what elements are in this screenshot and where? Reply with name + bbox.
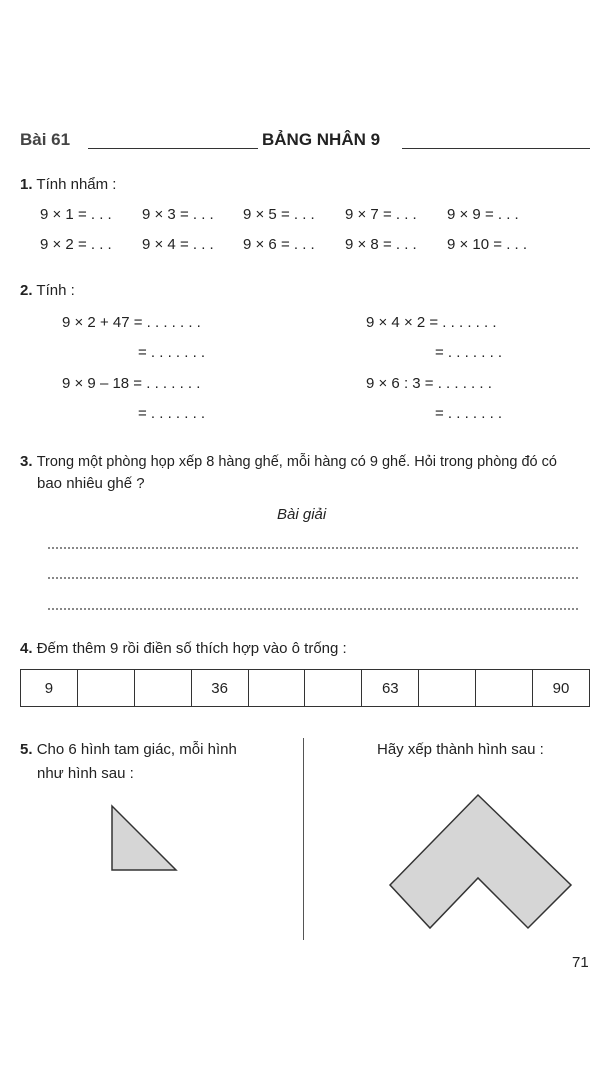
exercise-3-line1	[20, 453, 557, 470]
ex2-left-line1: 9 × 2 + 47 = . . . . . . .	[62, 314, 201, 331]
exercise-2-title: Tính :	[36, 282, 75, 299]
count-cell-4: 36	[191, 670, 248, 707]
count-cell-3[interactable]	[134, 670, 191, 707]
exercise-5-text-line2: như hình sau :	[37, 765, 134, 782]
ex1-r1c4: 9 × 7 = . . .	[345, 206, 417, 223]
ex1-r2c3: 9 × 6 = . . .	[243, 236, 315, 253]
count-cell-6[interactable]	[305, 670, 362, 707]
triangle-shape	[112, 806, 176, 870]
lesson-title: BẢNG NHÂN 9	[262, 130, 381, 149]
ex1-r1c5: 9 × 9 = . . .	[447, 206, 519, 223]
answer-line-2	[48, 577, 578, 579]
exercise-1-title: Tính nhẩm :	[36, 176, 117, 193]
exercise-4-heading	[20, 640, 347, 657]
header-rule-left	[88, 148, 258, 149]
count-cell-8[interactable]	[419, 670, 476, 707]
ex1-r2c1: 9 × 2 = . . .	[40, 236, 112, 253]
exercise-4-number: 4.	[20, 640, 33, 657]
exercise-2-heading	[20, 282, 75, 299]
exercise-5-number: 5.	[20, 741, 33, 758]
ex2-right-line3: 9 × 6 : 3 = . . . . . . .	[366, 375, 492, 392]
exercise-5-left-line1	[20, 741, 237, 758]
page-number: 71	[572, 954, 589, 971]
ex2-right-line2: = . . . . . . .	[435, 344, 503, 361]
chevron-figure	[385, 785, 580, 935]
exercise-4-title: Đếm thêm 9 rồi điền số thích hợp vào ô trống :	[36, 640, 347, 657]
ex1-r2c5: 9 × 10 = . . .	[447, 236, 528, 253]
lesson-number: Bài 61	[20, 130, 71, 149]
ex1-r2c4: 9 × 8 = . . .	[345, 236, 417, 253]
answer-line-1	[48, 547, 578, 549]
exercise-1-number: 1.	[20, 176, 33, 193]
exercise-3-text-line1: Trong một phòng họp xếp 8 hàng ghế, mỗi hàng có 9 ghế. Hỏi trong phòng đó có	[36, 454, 557, 470]
count-cell-10: 90	[533, 670, 590, 707]
exercise-1-heading	[20, 176, 116, 193]
ex2-right-line4: = . . . . . . .	[435, 405, 503, 422]
column-divider	[303, 738, 304, 940]
exercise-2-number: 2.	[20, 282, 33, 299]
count-cell-1: 9	[21, 670, 78, 707]
count-table	[20, 669, 590, 707]
ex2-left-line2: = . . . . . . .	[138, 344, 206, 361]
ex1-r1c3: 9 × 5 = . . .	[243, 206, 315, 223]
count-cell-5[interactable]	[248, 670, 305, 707]
exercise-5-right-text: Hãy xếp thành hình sau :	[377, 741, 544, 758]
ex1-r1c1: 9 × 1 = . . .	[40, 206, 112, 223]
count-row	[21, 670, 590, 707]
header-rule-right	[402, 148, 590, 149]
ex2-right-line1: 9 × 4 × 2 = . . . . . . .	[366, 314, 497, 331]
ex2-left-line3: 9 × 9 – 18 = . . . . . . .	[62, 375, 201, 392]
count-cell-7: 63	[362, 670, 419, 707]
count-cell-2[interactable]	[77, 670, 134, 707]
count-cell-9[interactable]	[476, 670, 533, 707]
answer-line-3	[48, 608, 578, 610]
exercise-3-text-line2: bao nhiêu ghế ?	[37, 475, 145, 492]
chevron-shape	[390, 795, 571, 928]
triangle-figure	[100, 800, 190, 880]
exercise-5-text-line1: Cho 6 hình tam giác, mỗi hình	[36, 741, 237, 758]
ex1-r2c2: 9 × 4 = . . .	[142, 236, 214, 253]
exercise-3-number: 3.	[20, 453, 33, 470]
ex2-left-line4: = . . . . . . .	[138, 405, 206, 422]
ex1-r1c2: 9 × 3 = . . .	[142, 206, 214, 223]
solution-label: Bài giải	[277, 506, 327, 523]
